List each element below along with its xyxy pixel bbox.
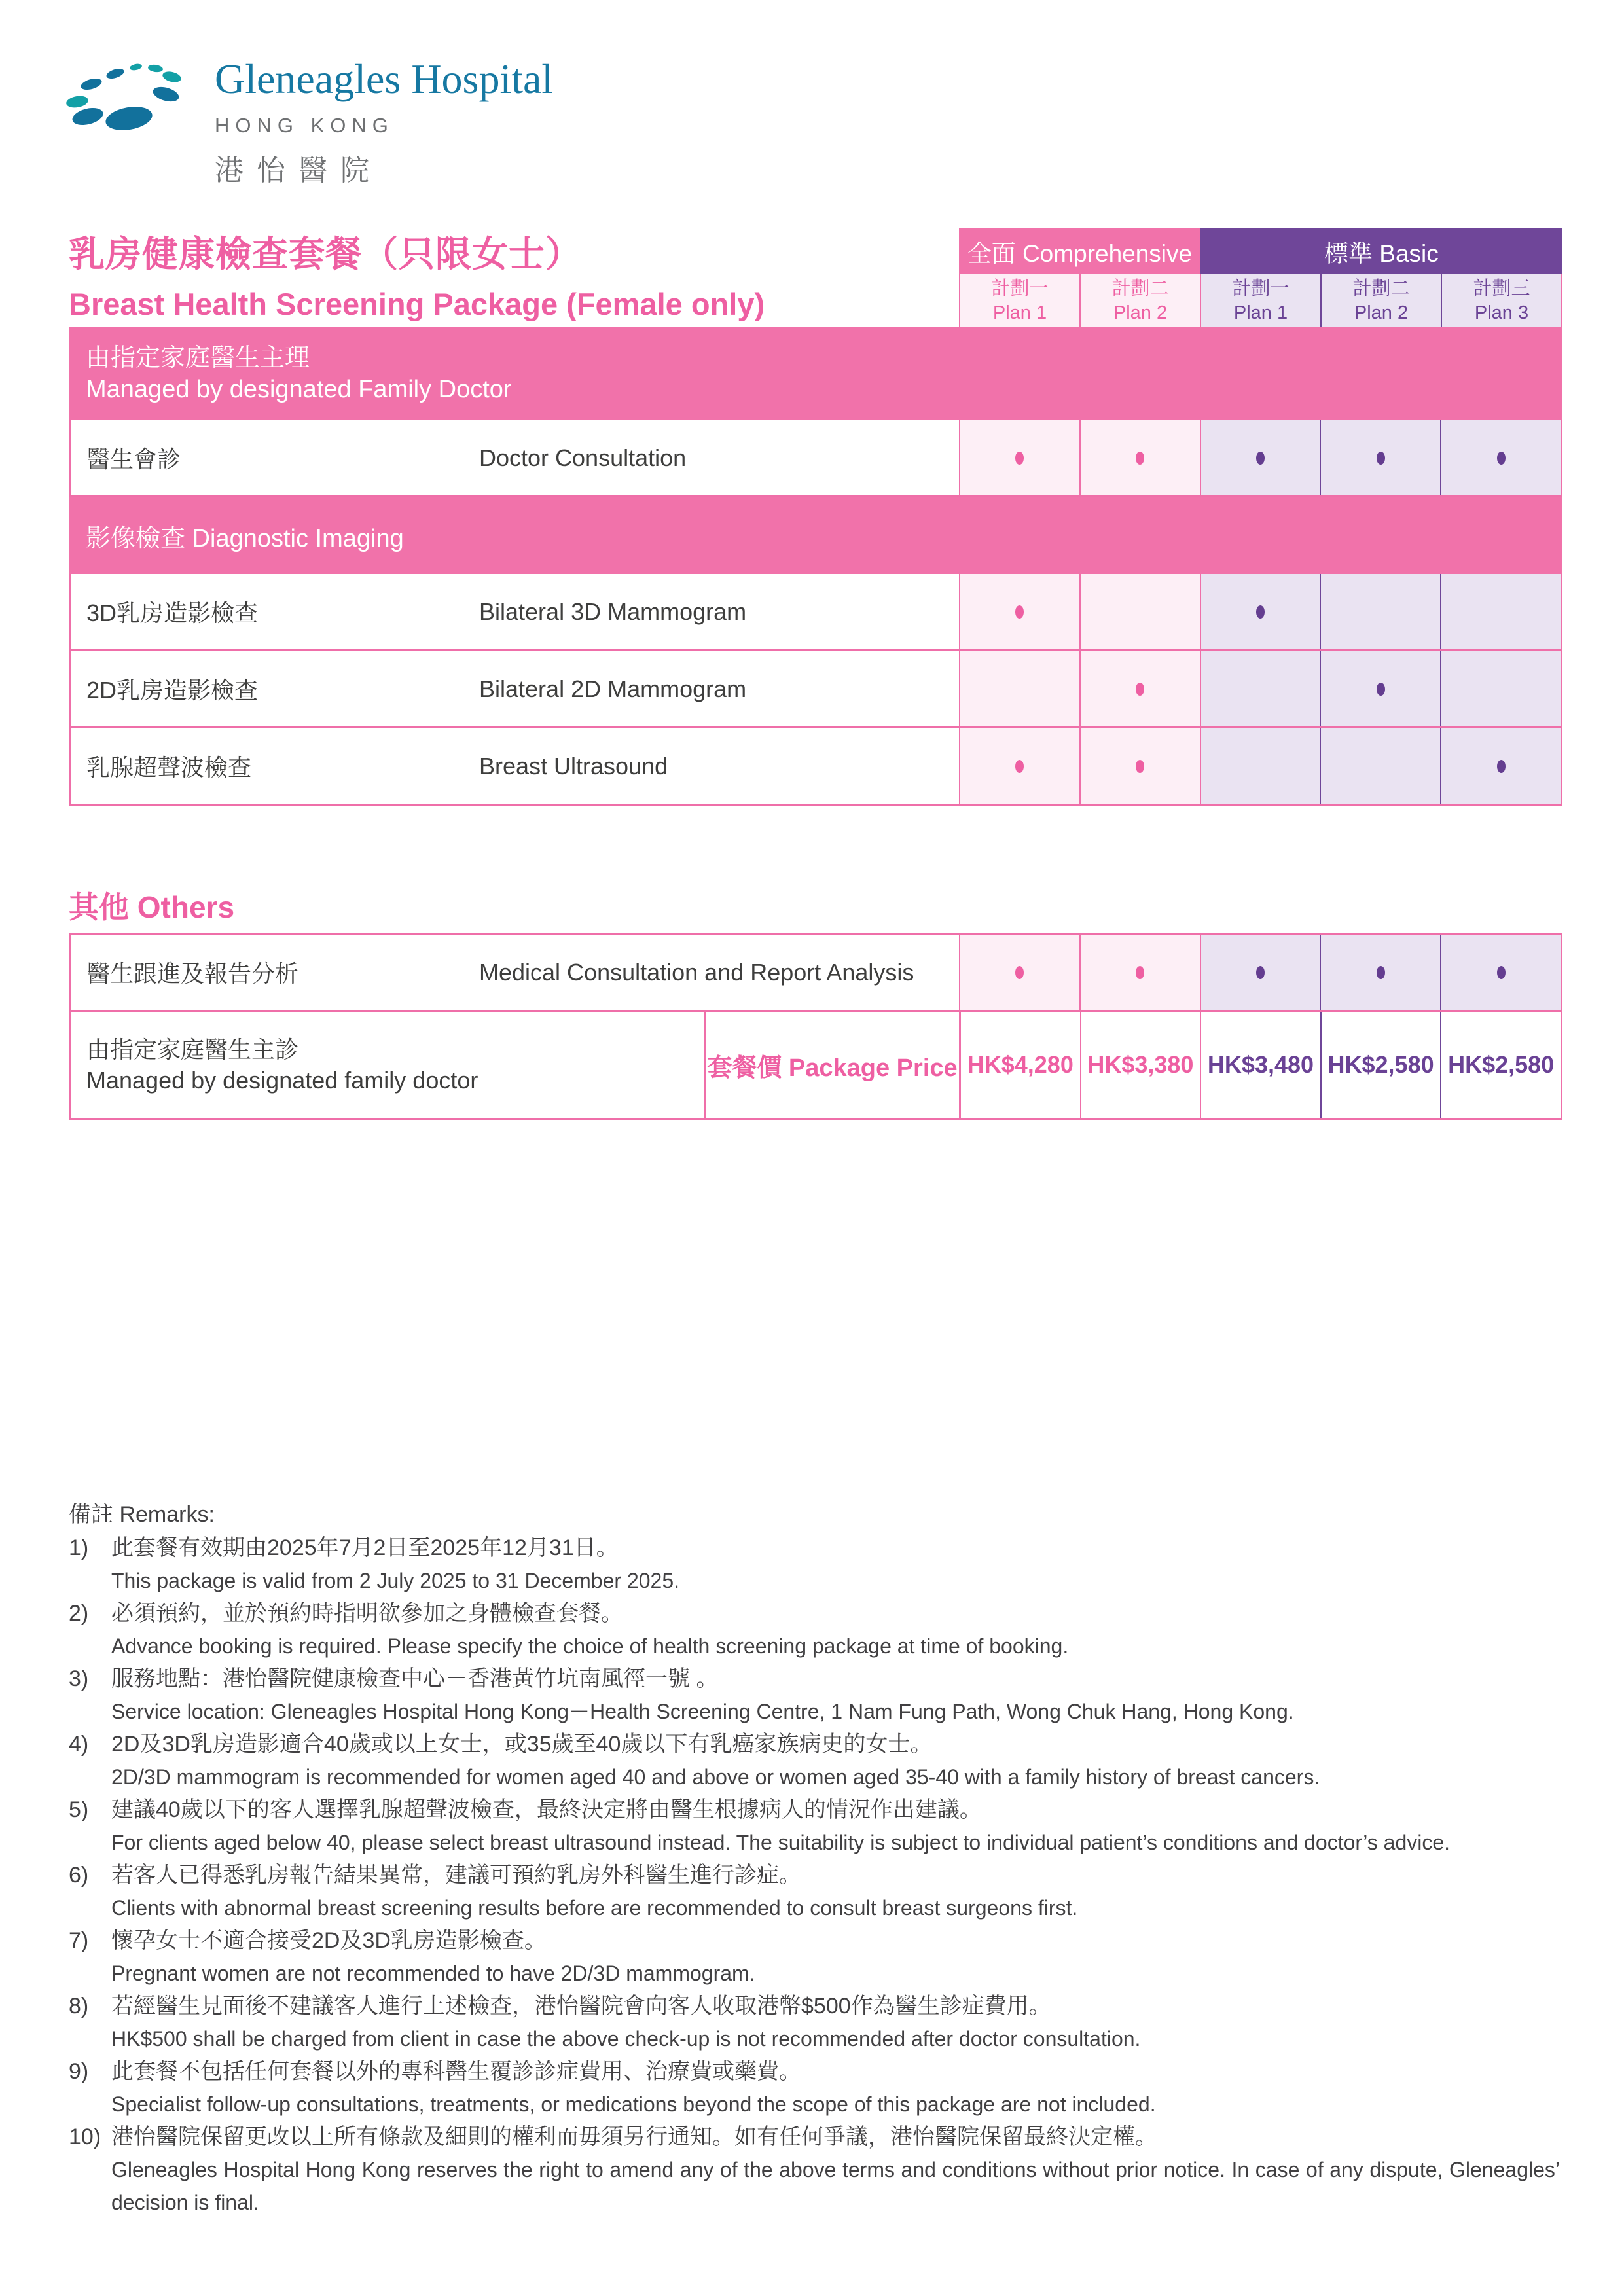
item-name	[71, 651, 959, 726]
included-dot	[1015, 760, 1024, 773]
remark-number: 4)	[69, 1732, 89, 1757]
package-price-label: 套餐價 Package Price	[704, 1012, 959, 1118]
remark-item	[69, 1532, 1560, 1597]
section-header-family-doctor	[69, 327, 1562, 420]
included-dot	[1497, 452, 1506, 465]
plan-label-en: Plan 2	[1354, 302, 1409, 323]
section-header-zh: 由指定家庭醫生主理	[86, 344, 310, 372]
dot-cell	[1200, 651, 1320, 726]
hospital-logo-text	[215, 55, 553, 188]
plan-header-comprehensive-1	[959, 274, 1079, 327]
remark-item	[69, 1793, 1560, 1859]
included-dot	[1256, 452, 1265, 465]
price-cell-comprehensive-plan1: HK$4,280	[959, 1012, 1080, 1118]
plan-header-basic-1	[1200, 274, 1320, 327]
included-dot	[1136, 966, 1144, 979]
remarks-section	[69, 1498, 1560, 2219]
plan-header-basic-3	[1441, 274, 1562, 327]
remark-number: 1)	[69, 1535, 89, 1560]
logo-ellipse	[129, 63, 142, 71]
remark-zh: 2D及3D乳房造影適合40歲或以上女士，或35歲至40歲以下有乳癌家族病史的女士。	[111, 1732, 933, 1757]
included-dot	[1015, 605, 1024, 619]
table-row-breast-ultrasound	[69, 728, 1562, 806]
included-dot	[1377, 966, 1385, 979]
item-name-en: Breast Ultrasound	[479, 752, 668, 780]
dot-cell	[1320, 935, 1440, 1010]
plan-label-zh: 計劃一	[991, 278, 1049, 299]
dot-cell	[1079, 651, 1200, 726]
page-title-zh: 乳房健康檢查套餐（只限女士）	[69, 234, 583, 274]
group-header-basic: 標準 Basic	[1200, 228, 1562, 274]
package-price-row	[71, 1012, 1561, 1118]
dot-cell	[1440, 728, 1561, 804]
dot-cell	[1079, 935, 1200, 1010]
dot-cell	[959, 935, 1079, 1010]
remark-zh: 此套餐不包括任何套餐以外的專科醫生覆診診症費用、治療費或藥費。	[111, 2059, 801, 2084]
item-name-en: Medical Consultation and Report Analysis	[479, 958, 914, 986]
remarks-heading: 備註 Remarks:	[69, 1502, 215, 1527]
price-row-name-en: Managed by designated family doctor	[86, 1067, 478, 1094]
remark-item	[69, 2121, 1560, 2219]
dot-cell	[959, 574, 1079, 649]
remark-zh: 若經醫生見面後不建議客人進行上述檢查，港怡醫院會向客人收取港幣$500作為醫生診症費用。	[111, 1994, 1051, 2018]
item-name-zh: 2D乳房造影檢查	[86, 677, 259, 704]
dot-cell	[1320, 420, 1440, 495]
dot-cell	[1440, 651, 1561, 726]
remark-en: Specialist follow-up consultations, treatments, or medications beyond the scope of this package are not included.	[111, 2092, 1156, 2116]
hospital-region: HONG KONG	[215, 114, 394, 137]
remark-item	[69, 1597, 1560, 1662]
included-dot	[1497, 760, 1506, 773]
dot-cell	[1079, 728, 1200, 804]
included-dot	[1377, 683, 1385, 696]
dot-cell	[1200, 574, 1320, 649]
plan-header-basic-2	[1320, 274, 1441, 327]
price-row-name	[71, 1012, 704, 1118]
remark-zh: 服務地點：港怡醫院健康檢查中心－香港黃竹坑南風徑一號 。	[111, 1666, 719, 1691]
dot-cell	[1079, 420, 1200, 495]
remark-number: 10)	[69, 2125, 101, 2149]
plan-label-zh: 計劃三	[1473, 278, 1530, 299]
item-name	[71, 935, 959, 1010]
table-row-doctor-consultation	[69, 420, 1562, 497]
dot-cell	[959, 728, 1079, 804]
included-dot	[1256, 966, 1265, 979]
remark-zh: 懷孕女士不適合接受2D及3D乳房造影檢查。	[111, 1928, 547, 1953]
item-name-zh: 乳腺超聲波檢查	[86, 754, 252, 781]
remark-zh: 若客人已得悉乳房報告結果異常，建議可預約乳房外科醫生進行診症。	[111, 1863, 801, 1888]
item-name	[71, 728, 959, 804]
remark-number: 7)	[69, 1928, 89, 1953]
included-dot	[1015, 452, 1024, 465]
included-dot	[1497, 966, 1506, 979]
logo-ellipse	[80, 77, 103, 92]
remark-number: 3)	[69, 1666, 89, 1691]
plan-label-zh: 計劃二	[1111, 278, 1169, 299]
included-dot	[1256, 605, 1265, 619]
remark-en: Pregnant women are not recommended to have 2D/3D mammogram.	[111, 1962, 755, 1985]
item-name	[71, 420, 959, 495]
remark-en: HK$500 shall be charged from client in case the above check-up is not recommended after doctor consultation.	[111, 2027, 1141, 2051]
remark-number: 2)	[69, 1601, 89, 1626]
logo-ellipse	[105, 67, 126, 81]
dot-cell	[1440, 420, 1561, 495]
remark-item	[69, 1728, 1560, 1793]
hospital-name: Gleneagles Hospital	[215, 56, 554, 102]
dot-cell	[1200, 728, 1320, 804]
logo-ellipse	[65, 94, 89, 109]
plan-label-en: Plan 2	[1113, 302, 1168, 323]
page-title-en: Breast Health Screening Package (Female only)	[69, 287, 765, 321]
logo-ellipse	[147, 63, 163, 73]
item-name-zh: 3D乳房造影檢查	[86, 600, 259, 626]
plan-header-comprehensive-2	[1079, 274, 1200, 327]
plan-label-zh: 計劃二	[1352, 278, 1410, 299]
plan-label-en: Plan 1	[992, 302, 1047, 323]
remark-en: This package is valid from 2 July 2025 to 31 December 2025.	[111, 1569, 680, 1592]
remark-number: 8)	[69, 1994, 89, 2018]
item-name-zh: 醫生跟進及報告分析	[86, 960, 299, 987]
price-cell-basic-plan2: HK$2,580	[1320, 1012, 1441, 1118]
section-header-en: Managed by designated Family Doctor	[86, 376, 512, 403]
item-name-zh: 醫生會診	[86, 446, 181, 473]
table-row-report-analysis	[71, 935, 1561, 1012]
remark-number: 6)	[69, 1863, 89, 1888]
remark-item	[69, 1859, 1560, 1924]
logo-ellipse	[104, 103, 154, 134]
plan-subheader-row	[69, 274, 1562, 327]
dot-cell	[1320, 574, 1440, 649]
price-row-name-zh: 由指定家庭醫生主診	[86, 1036, 299, 1063]
dot-cell	[1200, 935, 1320, 1010]
remark-en: Service location: Gleneagles Hospital Hong Kong－Health Screening Centre, 1 Nam Fung Path, Wong Chuk Hang, Hong Kong.	[111, 1700, 1294, 1723]
screening-plan-table	[69, 228, 1562, 806]
remark-en: For clients aged below 40, please select breast ultrasound instead. The suitability is subject to individual patient’s conditions and doctor’s advice.	[111, 1831, 1451, 1854]
price-cell-basic-plan3: HK$2,580	[1440, 1012, 1561, 1118]
remark-item	[69, 1924, 1560, 1990]
plan-columns	[959, 274, 1562, 327]
included-dot	[1015, 966, 1024, 979]
remark-en: Gleneagles Hospital Hong Kong reserves the right to amend any of the above terms and conditions without prior notice. In case of any dispute, Gleneagles’ decision is final.	[111, 2158, 1560, 2214]
others-heading: 其他 Others	[69, 890, 235, 924]
dot-cell	[959, 651, 1079, 726]
included-dot	[1136, 452, 1144, 465]
section-header-diagnostic-imaging: 影像檢查 Diagnostic Imaging	[69, 497, 1562, 574]
hospital-name-chinese: 港怡醫院	[215, 154, 382, 187]
included-dot	[1136, 760, 1144, 773]
remark-en: Advance booking is required. Please specify the choice of health screening package at time of booking.	[111, 1634, 1069, 1658]
dot-cell	[1200, 420, 1320, 495]
price-cell-comprehensive-plan2: HK$3,380	[1080, 1012, 1200, 1118]
remark-zh: 建議40歲以下的客人選擇乳腺超聲波檢查，最終決定將由醫生根據病人的情況作出建議。	[111, 1797, 982, 1822]
remark-number: 9)	[69, 2059, 89, 2084]
dot-cell	[1320, 728, 1440, 804]
remark-number: 5)	[69, 1797, 89, 1822]
header-spacer	[69, 228, 959, 274]
remark-item	[69, 1662, 1560, 1728]
plan-label-en: Plan 1	[1233, 302, 1288, 323]
remark-zh: 必須預約，並於預約時指明欲參加之身體檢查套餐。	[111, 1601, 623, 1626]
remark-en: Clients with abnormal breast screening results before are recommended to consult breast surgeons first.	[111, 1896, 1078, 1920]
plan-label-zh: 計劃一	[1232, 278, 1290, 299]
hospital-logo-mark	[56, 54, 206, 178]
others-table	[69, 933, 1562, 1120]
remark-zh: 此套餐有效期由2025年7月2日至2025年12月31日。	[111, 1535, 619, 1560]
plan-group-header-row	[69, 228, 1562, 274]
remark-item	[69, 2055, 1560, 2121]
logo-ellipse	[151, 84, 181, 105]
logo-ellipse	[162, 70, 183, 84]
plan-label-en: Plan 3	[1474, 302, 1529, 323]
header-spacer	[69, 274, 959, 327]
included-dot	[1136, 683, 1144, 696]
group-header-comprehensive: 全面 Comprehensive	[959, 228, 1200, 274]
dot-cell	[959, 420, 1079, 495]
remark-zh: 港怡醫院保留更改以上所有條款及細則的權利而毋須另行通知。如有任何爭議，港怡醫院保留最終決定權。	[111, 2125, 1157, 2149]
item-name-en: Doctor Consultation	[479, 444, 687, 471]
item-name-en: Bilateral 3D Mammogram	[479, 598, 747, 625]
dot-cell	[1079, 574, 1200, 649]
remark-en: 2D/3D mammogram is recommended for women aged 40 and above or women aged 35-40 with a family history of breast cancers.	[111, 1765, 1320, 1789]
included-dot	[1377, 452, 1385, 465]
dot-cell	[1440, 574, 1561, 649]
item-name-en: Bilateral 2D Mammogram	[479, 675, 747, 702]
item-name	[71, 574, 959, 649]
table-row-2d-mammogram	[69, 651, 1562, 728]
dot-cell	[1320, 651, 1440, 726]
logo-ellipse	[71, 105, 105, 128]
table-row-3d-mammogram	[69, 574, 1562, 651]
price-cell-basic-plan1: HK$3,480	[1200, 1012, 1320, 1118]
remark-item	[69, 1990, 1560, 2055]
dot-cell	[1440, 935, 1561, 1010]
